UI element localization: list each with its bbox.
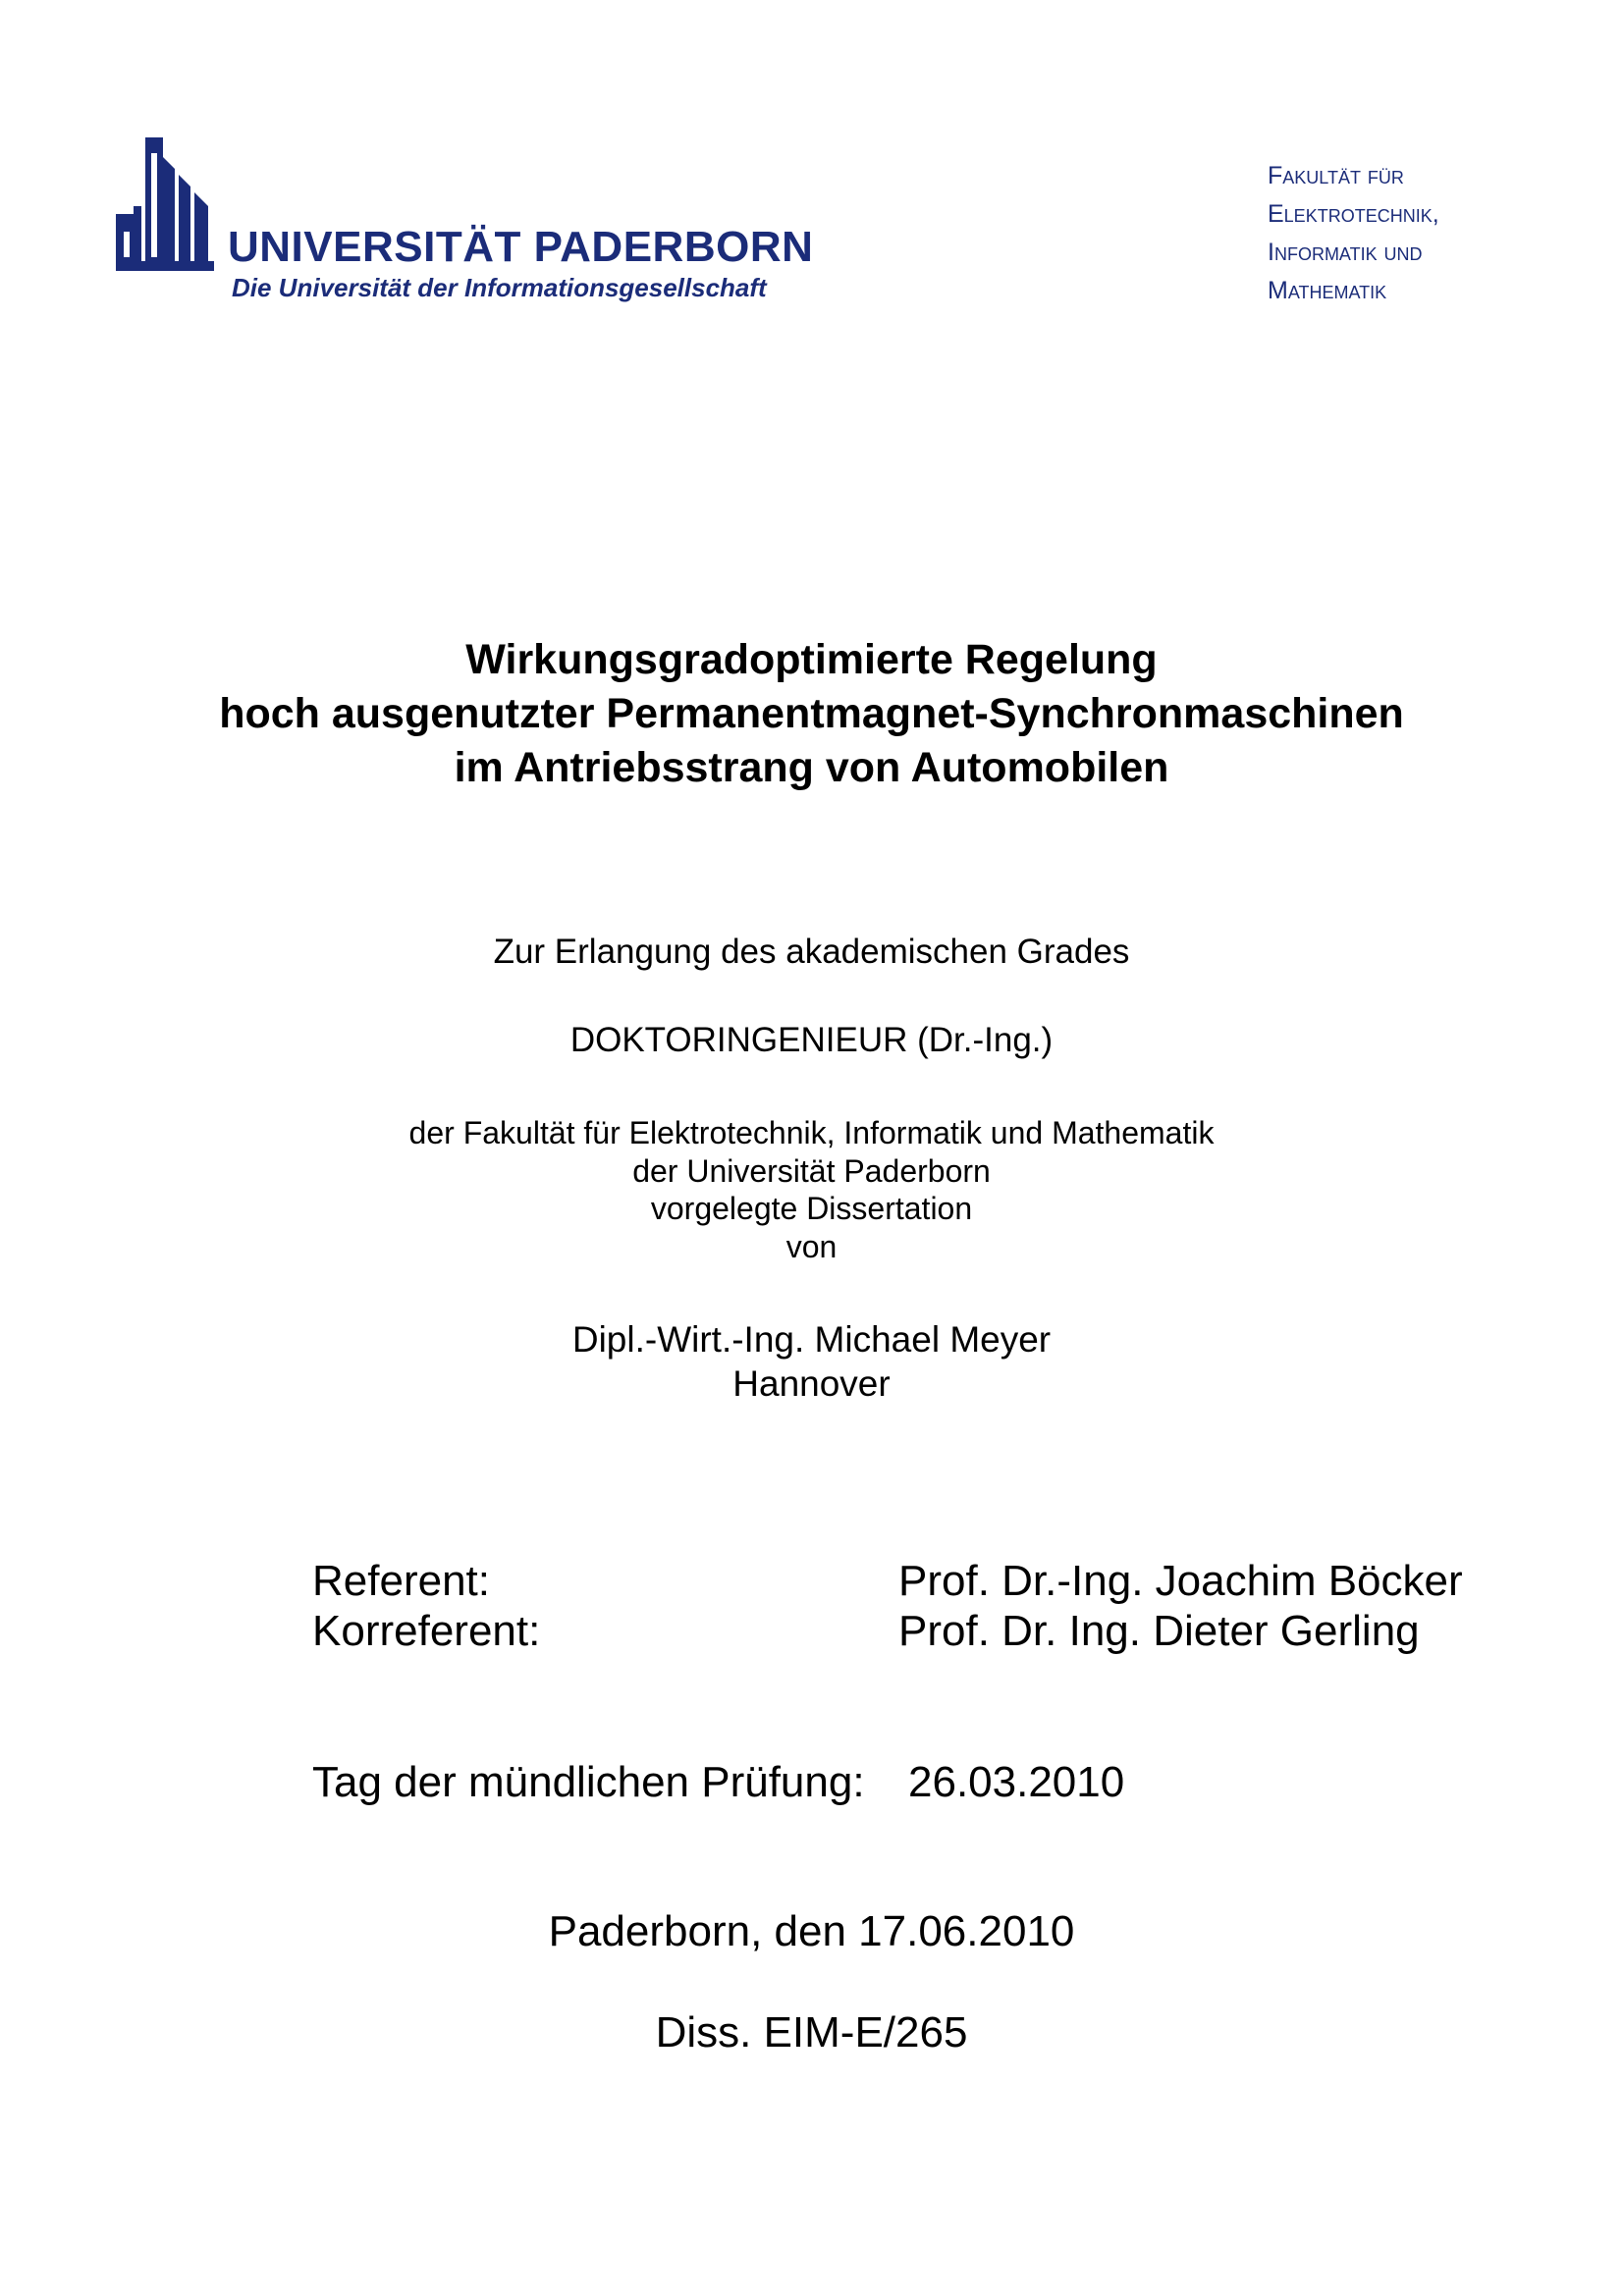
degree-purpose: Zur Erlangung des akademischen Grades	[493, 933, 1130, 971]
faculty-heading	[1268, 157, 1439, 310]
title-line: Wirkungsgradoptimierte Regelung	[465, 636, 1158, 683]
author-name: Dipl.-Wirt.-Ing. Michael Meyer	[571, 1319, 1052, 1360]
university-paderborn-logo-icon	[116, 137, 214, 271]
author-place: Hannover	[732, 1363, 891, 1404]
title-line: im Antriebsstrang von Automobilen	[454, 744, 1169, 791]
dissertation-number: Diss. EIM-E/265	[655, 2008, 968, 2056]
exam-date-label: Tag der mündlichen Prüfung:	[312, 1758, 865, 1806]
korreferent-label: Korreferent:	[312, 1607, 541, 1655]
submission-line: der Fakultät für Elektrotechnik, Informatik und Mathematik	[408, 1115, 1215, 1150]
exam-date-value: 26.03.2010	[908, 1758, 1125, 1806]
faculty-line: Elektrotechnik,	[1268, 200, 1439, 228]
referent-label: Referent:	[312, 1557, 490, 1605]
submission-statement	[0, 1114, 1623, 1265]
logo-university-name: UNIVERSITÄT PADERBORN	[228, 223, 814, 271]
submission-line: der Universität Paderborn	[632, 1152, 991, 1189]
author-block	[0, 1317, 1623, 1406]
faculty-line: Informatik und	[1268, 239, 1423, 266]
dissertation-title	[0, 633, 1623, 795]
faculty-line: Mathematik	[1268, 277, 1387, 304]
logo-tagline: Die Universität der Informationsgesellschaft	[232, 273, 767, 302]
title-line: hoch ausgenutzter Permanentmagnet-Synchronmaschinen	[219, 690, 1404, 737]
submission-line: von	[785, 1228, 838, 1264]
referent-name: Prof. Dr.-Ing. Joachim Böcker	[898, 1557, 1463, 1605]
faculty-line: Fakultät für	[1268, 162, 1404, 189]
degree-name: DOKTORINGENIEUR (Dr.-Ing.)	[569, 1021, 1054, 1059]
submission-line: vorgelegte Dissertation	[650, 1191, 973, 1226]
place-and-date: Paderborn, den 17.06.2010	[548, 1907, 1075, 1955]
korreferent-name: Prof. Dr. Ing. Dieter Gerling	[898, 1607, 1420, 1655]
